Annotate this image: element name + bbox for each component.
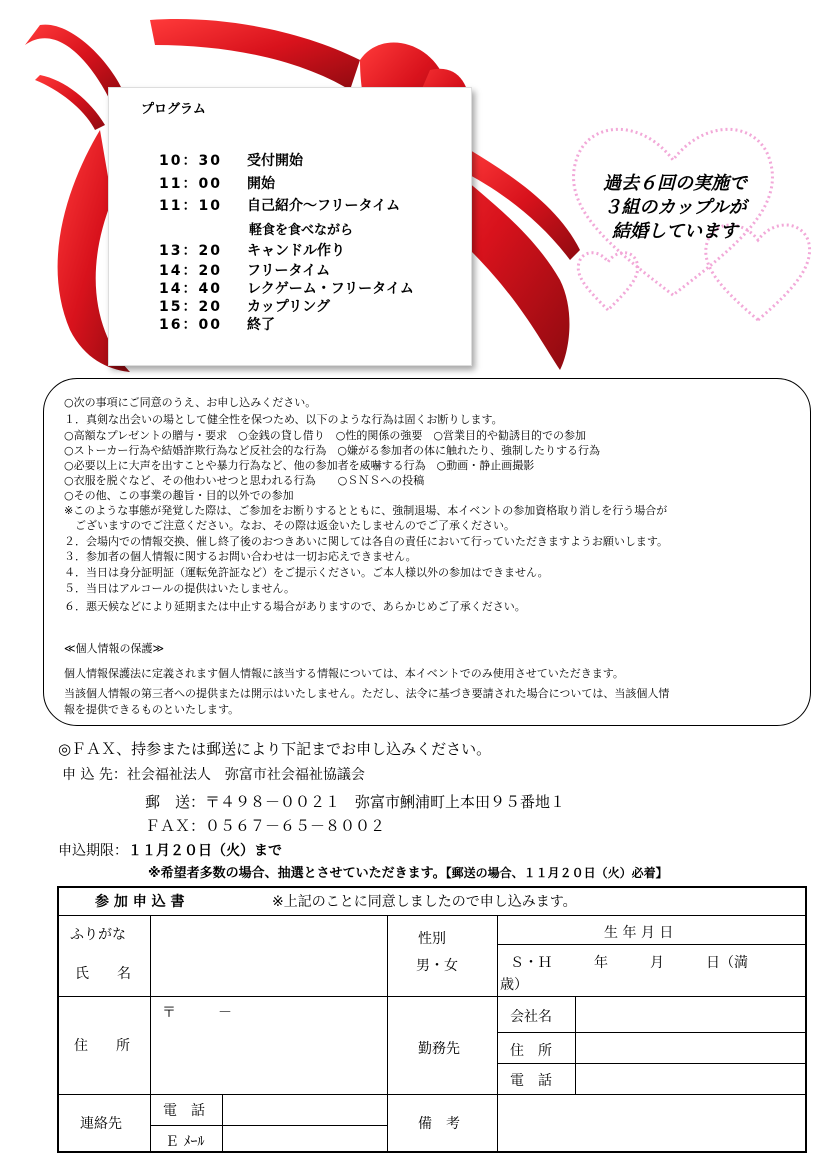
work-phone-label: 電 話 <box>510 1073 552 1089</box>
birth-value[interactable]: Ｓ・Ｈ 年 月 日（満 <box>510 955 748 971</box>
work-address-label: 住 所 <box>510 1043 552 1059</box>
highlight-line: 結婚しています <box>612 221 738 242</box>
apply-to: 申 込 先：社会福祉法人 弥富市社会福祉協議会 <box>62 767 365 783</box>
form-title: 参 加 申 込 書 <box>95 894 185 910</box>
rule-line: ○ストーカー行為や結婚詐欺行為など反社会的な行為 ○嫌がる参加者の体に触れたり、強制したりする行為 <box>64 444 600 457</box>
program-item: 15：20 カップリング <box>159 299 331 315</box>
rule-line: ２．会場内での情報交換、催し終了後のおつきあいに関しては各自の責任において行っていただきますようお願いします。 <box>64 535 669 548</box>
name-label: 氏 名 <box>75 966 131 982</box>
privacy-line: 個人情報保護法に定義されます個人情報に該当する情報については、本イベントでのみ使用させていただきます。 <box>64 667 624 680</box>
rule-line: ６．悪天候などにより延期または中止する場合がありますので、あらかじめご了承ください。 <box>64 600 526 613</box>
form-consent: ※上記のことに同意しましたので申し込みます。 <box>272 894 577 910</box>
privacy-title: ≪個人情報の保護≫ <box>64 642 165 655</box>
rule-line: １．真剣な出会いの場として健全性を保つため、以下のような行為は固くお断りします。 <box>64 413 503 426</box>
program-item: 10：30 受付開始 <box>159 153 303 169</box>
program-item: 13：20 キャンドル作り <box>159 243 345 259</box>
apply-fax: ＦＡＸ：０５６７－６５－８００２ <box>145 817 386 835</box>
rule-line: ３．参加者の個人情報に関するお問い合わせは一切お応えできません。 <box>64 550 417 563</box>
program-item: 14：40 レクゲーム・フリータイム <box>159 281 414 297</box>
postal-mark[interactable]: 〒 － <box>162 1005 232 1021</box>
couple-highlight <box>575 172 775 244</box>
highlight-line: ３組のカップルが <box>603 197 747 218</box>
email-label: Ｅ ﾒｰﾙ <box>165 1134 205 1150</box>
rule-line: ５．当日はアルコールの提供はいたしません。 <box>64 582 295 595</box>
rule-line: ※このような事態が発覚した際は、ご参加をお断りするとともに、強制退場、本イベントの参加資格取り消しを行う場合が <box>64 504 668 517</box>
program-item: 14：20 フリータイム <box>159 263 331 279</box>
program-item: 11：10 自己紹介～フリータイム <box>159 198 401 214</box>
company-label: 会社名 <box>510 1009 552 1025</box>
rule-line: ○必要以上に大声を出すことや暴力行為など、他の参加者を威嚇する行為 ○動画・静止画撮影 <box>64 459 535 472</box>
birth-label: 生 年 月 日 <box>604 925 674 941</box>
remarks-label: 備 考 <box>418 1116 460 1132</box>
workplace-label: 勤務先 <box>418 1041 460 1057</box>
privacy-line: 報を提供できるものといたします。 <box>64 703 240 716</box>
contact-label: 連絡先 <box>80 1116 122 1132</box>
gender-options[interactable]: 男・女 <box>416 958 458 974</box>
age-suffix: 歳） <box>500 977 528 993</box>
program-item: 16：00 終了 <box>159 317 275 333</box>
program-card <box>108 87 472 366</box>
rule-line: ○衣服を脱ぐなど、その他わいせつと思われる行為 ○ＳＮＳへの投稿 <box>64 474 425 487</box>
phone-label: 電 話 <box>163 1103 205 1119</box>
rule-line: ○高額なプレゼントの贈与・要求 ○金銭の貸し借り ○性的関係の強要 ○営業目的や勧誘目的での参加 <box>64 429 586 442</box>
rule-line: ○その他、この事業の趣旨・目的以外での参加 <box>64 489 294 502</box>
apply-deadline: 申込期限：１１月２０日（火）まで <box>58 843 282 859</box>
program-meal-note: 軽食を食べながら <box>249 223 354 238</box>
program-item: 11：00 開始 <box>159 176 275 192</box>
program-title: プログラム <box>141 102 206 117</box>
apply-intro: ◎ＦＡＸ、持参または郵送により下記までお申し込みください。 <box>58 740 492 758</box>
gender-label: 性別 <box>418 931 446 947</box>
rule-line: ○次の事項にご同意のうえ、お申し込みください。 <box>64 396 317 409</box>
rule-line: ４．当日は身分証明証（運転免許証など）をご提示ください。ご本人様以外の参加はできません。 <box>64 566 549 579</box>
apply-mail: 郵 送：〒４９８－００２１ 弥富市鯏浦町上本田９５番地１ <box>145 793 566 811</box>
apply-notes: ※希望者多数の場合、抽選とさせていただきます。【郵送の場合、１１月２０日（火）必着】 <box>148 866 668 881</box>
privacy-line: 当該個人情報の第三者への提供または開示はいたしません。ただし、法令に基づき要請された場合については、当該個人情 <box>64 687 670 700</box>
address-label: 住 所 <box>74 1038 130 1054</box>
rule-line: ございますのでご注意ください。なお、その際は返金いたしませんのでご了承ください。 <box>64 519 515 532</box>
furigana-label: ふりがな <box>70 927 126 943</box>
highlight-line: 過去６回の実施で <box>603 173 747 194</box>
